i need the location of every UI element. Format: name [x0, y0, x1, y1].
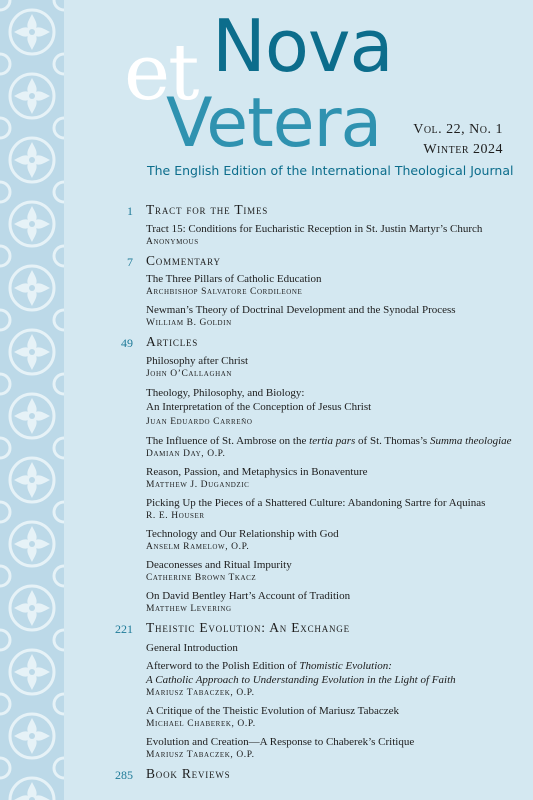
- issue-info: [413, 120, 503, 160]
- entry-title: General Introduction: [146, 642, 238, 654]
- section-title: Book Reviews: [146, 766, 231, 781]
- toc-entry[interactable]: [146, 527, 516, 553]
- entry-title: Deaconesses and Ritual Impurity: [146, 559, 292, 571]
- entry-author: Anselm Ramelow, O.P.: [146, 542, 250, 552]
- entry-title: Philosophy after Christ: [146, 355, 249, 367]
- section-title: Commentary: [146, 253, 221, 268]
- entry-title: A Critique of the Theistic Evolution of Mariusz Tabaczek: [146, 705, 399, 717]
- entry-title-line2: An Interpretation of the Conception of Jesus Christ: [146, 401, 372, 413]
- fleur-pattern-icon: [0, 0, 64, 800]
- toc-entry[interactable]: [146, 465, 516, 491]
- toc-entry[interactable]: [146, 641, 516, 655]
- entry-title: On David Bentley Hart’s Account of Tradition: [146, 590, 351, 602]
- logo-nova: Nova: [212, 4, 393, 88]
- section-title: Tract for the Times: [146, 202, 269, 217]
- entry-author: Mariusz Tabaczek, O.P.: [146, 750, 255, 760]
- entry-author: John O’Callaghan: [146, 369, 233, 379]
- toc-entry[interactable]: [146, 558, 516, 584]
- toc-entry[interactable]: [146, 589, 516, 615]
- entry-title: [146, 434, 516, 448]
- title-italic: A Catholic Approach to Understanding Evolution in the Light of Faith: [146, 674, 456, 686]
- entry-title: Theology, Philosophy, and Biology:: [146, 387, 305, 399]
- title-italic: tertia pars: [309, 435, 356, 447]
- entry-author: Archbishop Salvatore Cordileone: [146, 287, 303, 297]
- toc-entry[interactable]: [146, 354, 516, 380]
- decorative-pattern-strip: [0, 0, 64, 800]
- title-part: The Influence of St. Ambrose on the: [146, 435, 310, 447]
- toc-entry[interactable]: [146, 496, 516, 522]
- entry-title: Reason, Passion, and Metaphysics in Bonaventure: [146, 466, 368, 478]
- entry-title: The Three Pillars of Catholic Education: [146, 273, 322, 285]
- journal-subtitle: The English Edition of the International Theological Journal: [147, 163, 514, 178]
- toc-entry[interactable]: [146, 303, 516, 329]
- section-page-number: 285: [115, 768, 133, 782]
- entry-title: Tract 15: Conditions for Eucharistic Reception in St. Justin Martyr’s Church: [146, 223, 483, 235]
- entry-title: [146, 659, 516, 673]
- entry-title: Newman’s Theory of Doctrinal Development and the Synodal Process: [146, 304, 456, 316]
- section-title: Theistic Evolution: An Exchange: [146, 620, 350, 635]
- toc-entry[interactable]: [146, 735, 516, 761]
- toc-entry[interactable]: [146, 272, 516, 298]
- entry-author: Matthew J. Dugandzic: [146, 480, 250, 490]
- issue-season: Winter 2024: [423, 142, 503, 157]
- entry-author: Catherine Brown Tkacz: [146, 573, 257, 583]
- toc-entry[interactable]: [146, 659, 516, 699]
- toc-entry[interactable]: [146, 434, 516, 460]
- section-page-number: 221: [115, 622, 133, 636]
- toc-entry[interactable]: [146, 386, 516, 428]
- entry-author: Michael Chaberek, O.P.: [146, 719, 256, 729]
- entry-author: William B. Goldin: [146, 318, 232, 328]
- volume-number: Vol. 22, No. 1: [413, 122, 503, 137]
- title-italic: Summa theologiae: [429, 435, 512, 447]
- entry-author: R. E. Houser: [146, 511, 205, 521]
- logo-et: et: [124, 28, 198, 118]
- entry-title: Evolution and Creation—A Response to Chaberek’s Critique: [146, 736, 415, 748]
- toc-entry[interactable]: [146, 704, 516, 730]
- section-title: Articles: [146, 334, 199, 349]
- entry-author: Mariusz Tabaczek, O.P.: [146, 688, 255, 698]
- entry-author: Anonymous: [146, 237, 199, 247]
- entry-author: Damian Day, O.P.: [146, 449, 226, 459]
- title-part: of St. Thomas’s: [355, 435, 430, 447]
- title-italic: Thomistic Evolution:: [299, 660, 392, 672]
- toc-entry[interactable]: [146, 222, 516, 248]
- section-page-number: 7: [127, 255, 133, 269]
- entry-title: Technology and Our Relationship with God: [146, 528, 339, 540]
- section-page-number: 49: [121, 336, 133, 350]
- entry-author: Matthew Levering: [146, 604, 232, 614]
- entry-title-line2: [146, 673, 516, 687]
- entry-title: Picking Up the Pieces of a Shattered Culture: Abandoning Sartre for Aquinas: [146, 497, 486, 509]
- title-part: Afterword to the Polish Edition of: [146, 660, 300, 672]
- section-page-number: 1: [127, 204, 133, 218]
- logo-vetera: Vetera: [166, 84, 382, 163]
- entry-author: Juan Eduardo Carreño: [146, 417, 253, 427]
